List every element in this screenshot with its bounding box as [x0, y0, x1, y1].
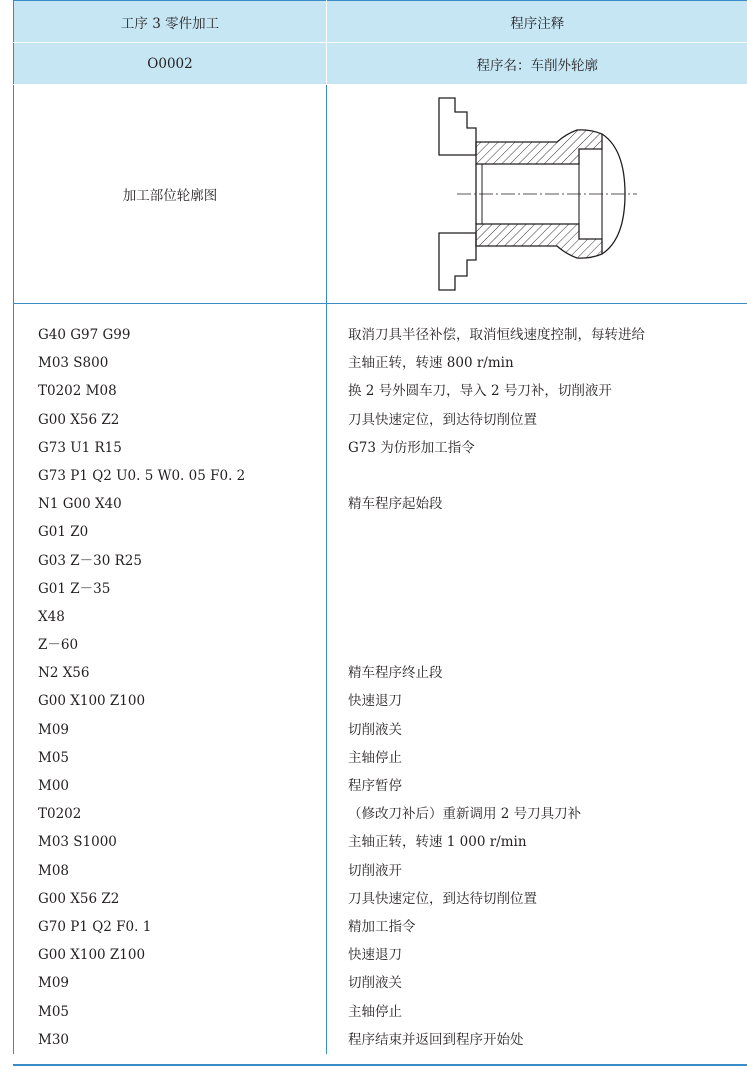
part-profile-drawing [427, 94, 647, 294]
notes-column [327, 304, 747, 1054]
note-line: 精加工指令 [348, 918, 416, 935]
note-line [327, 631, 747, 659]
note-line: 切削液开 [348, 862, 402, 879]
note-line: 程序结束并返回到程序开始处 [348, 1031, 524, 1048]
header-process: 工序 3 零件加工 [14, 1, 327, 43]
note-line: 精车程序起始段 [348, 496, 443, 513]
code-line: G03 Z－30 R25 [38, 552, 142, 569]
program-sheet [13, 0, 747, 1066]
note-line [327, 462, 747, 490]
code-line: Z－60 [38, 637, 79, 654]
header-row [14, 1, 747, 43]
code-line: N1 G00 X40 [38, 496, 122, 513]
chuck-jaw-top [439, 98, 476, 155]
program-number: O0002 [14, 43, 327, 85]
code-column [14, 304, 327, 1054]
code-line: G00 X56 Z2 [38, 411, 120, 428]
code-line: M03 S800 [38, 355, 109, 372]
program-row [14, 43, 747, 85]
bottom-border [13, 1064, 747, 1066]
note-line: 主轴正转，转速 1 000 r/min [348, 834, 527, 851]
code-line: M03 S1000 [38, 834, 117, 851]
note-line: 精车程序终止段 [348, 665, 443, 682]
note-line: 程序暂停 [348, 778, 402, 794]
figure-cell [327, 85, 747, 304]
note-line: 快速退刀 [348, 693, 402, 710]
note-line: 刀具快速定位，到达待切削位置 [348, 411, 537, 428]
code-line: M05 [38, 749, 70, 766]
figure-row [14, 85, 747, 304]
header-comment: 程序注释 [327, 1, 747, 43]
code-line: N2 X56 [38, 665, 90, 682]
code-line: G40 G97 G99 [38, 327, 131, 343]
figure-label: 加工部位轮廓图 [14, 85, 327, 304]
note-line [327, 547, 747, 575]
note-line: 主轴正转，转速 800 r/min [348, 355, 514, 372]
note-line: 切削液关 [348, 975, 402, 992]
program-name: 程序名：车削外轮廓 [327, 43, 747, 85]
program-table [13, 0, 747, 1054]
code-line: M00 [38, 778, 70, 794]
code-line: G00 X56 Z2 [38, 890, 120, 907]
note-line: 取消刀具半径补偿，取消恒线速度控制，每转进给 [348, 327, 645, 343]
code-line: M09 [38, 975, 70, 992]
section-lower [476, 224, 602, 258]
chuck-jaw-bottom [439, 233, 476, 290]
note-line: （修改刀补后）重新调用 2 号刀具刀补 [348, 806, 582, 823]
code-line: G01 Z0 [38, 524, 89, 541]
code-line: M08 [38, 862, 70, 879]
code-line: G00 X100 Z100 [38, 693, 146, 710]
note-line [327, 603, 747, 631]
code-line: G70 P1 Q2 F0. 1 [38, 918, 152, 935]
code-line: T0202 M08 [38, 383, 117, 400]
code-line: G00 X100 Z100 [38, 947, 146, 964]
code-line: M05 [38, 1003, 70, 1020]
code-line: X48 [38, 608, 65, 625]
note-line: 换 2 号外圆车刀，导入 2 号刀补，切削液开 [348, 383, 612, 400]
code-line: M30 [38, 1031, 70, 1048]
section-upper [476, 130, 602, 164]
code-line: G73 P1 Q2 U0. 5 W0. 05 F0. 2 [38, 467, 246, 484]
code-line: M09 [38, 721, 70, 738]
note-line: 快速退刀 [348, 947, 402, 964]
code-line: T0202 [38, 806, 82, 823]
program-body-row [14, 304, 747, 1054]
note-line: 刀具快速定位，到达待切削位置 [348, 890, 537, 907]
code-list [14, 321, 326, 1054]
code-line: G73 U1 R15 [38, 439, 122, 456]
note-line [327, 518, 747, 546]
note-list [327, 321, 747, 1054]
note-line: 主轴停止 [348, 749, 402, 766]
note-line: 切削液关 [348, 721, 402, 738]
note-line: 主轴停止 [348, 1003, 402, 1020]
code-line: G01 Z－35 [38, 580, 111, 597]
note-line: G73 为仿形加工指令 [348, 439, 475, 456]
note-line [327, 575, 747, 603]
